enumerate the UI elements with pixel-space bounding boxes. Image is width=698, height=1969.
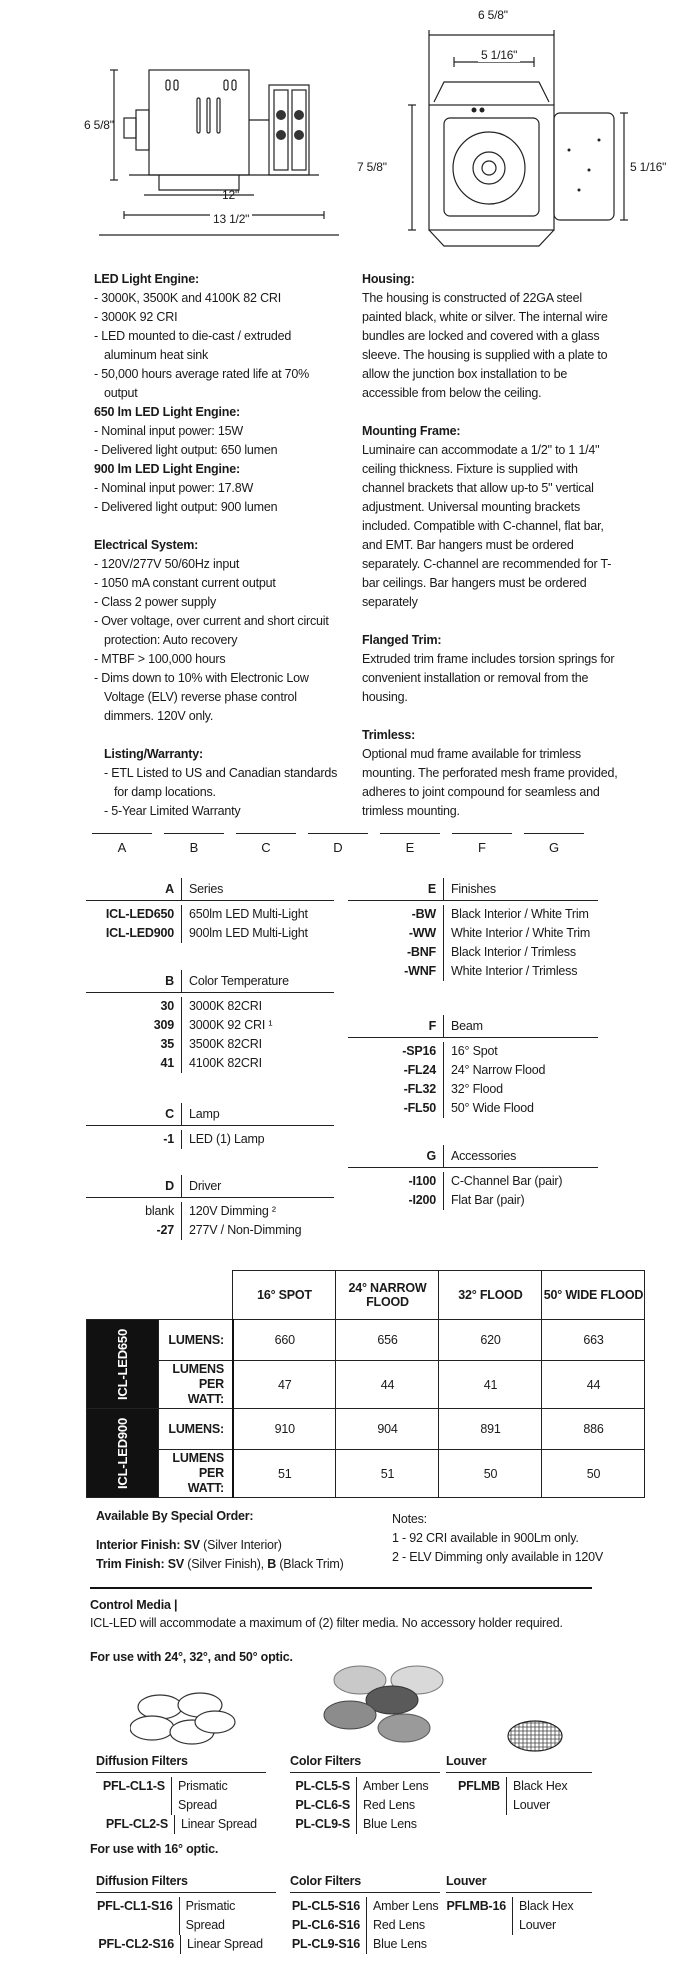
code: -FL50: [403, 1101, 436, 1115]
group-label: ICL-LED650: [114, 1328, 130, 1400]
table-row: [348, 1172, 598, 1191]
code: 309: [153, 1018, 174, 1032]
order-slot-c: [236, 833, 296, 834]
desc: 900lm LED Multi-Light: [181, 924, 308, 943]
desc: 120V Dimming ²: [181, 1202, 276, 1221]
table-row: [96, 1815, 266, 1834]
header-cell: 50° WIDE FLOOD: [542, 1271, 645, 1320]
mounting-title: Mounting Frame:: [362, 424, 461, 438]
group-title: Finishes: [443, 878, 496, 900]
list-item: - Nominal input power: 17.8W: [94, 481, 254, 495]
acc-title: Louver: [446, 1870, 592, 1893]
beam-group: [348, 1015, 598, 1118]
code: PL-CL5-S16: [291, 1899, 360, 1913]
table-row: [96, 1777, 266, 1815]
desc: Linear Spread: [180, 1935, 263, 1954]
table-row: [290, 1777, 440, 1796]
group-key: F: [428, 1019, 436, 1033]
list-item: - Over voltage, over current and short circuit protection: Auto recovery: [94, 614, 329, 647]
table-row: [348, 943, 598, 962]
cell: 51: [336, 1450, 439, 1498]
code: -I200: [408, 1193, 436, 1207]
cell: 620: [439, 1320, 542, 1361]
list-item: - Delivered light output: 900 lumen: [94, 500, 278, 514]
desc: Black Hex Louver: [512, 1897, 581, 1935]
dim-top-right-label: 5 1/16": [630, 160, 667, 174]
trimless-title: Trimless:: [362, 728, 416, 742]
code: PFL-CL2-S: [105, 1817, 168, 1831]
group-key: B: [165, 974, 174, 988]
list-item: - 1050 mA constant current output: [94, 576, 276, 590]
table-row: [87, 1320, 645, 1361]
housing-text: The housing is constructed of 22GA steel painted black, white or silver. The internal wire bundles are locked and covered with a glass sleeve. The housing is supplied with a plate to allow the junction box installation to be accessible from below the ceiling.: [362, 291, 608, 400]
group-title: Series: [181, 878, 223, 900]
code: -27: [156, 1223, 174, 1237]
table-row: [96, 1897, 276, 1935]
side-elevation-drawing: [84, 40, 354, 240]
desc: 50° Wide Flood: [443, 1099, 534, 1118]
diffusion-filters-2: [96, 1870, 276, 1954]
trim-label: Trim Finish:: [96, 1557, 165, 1571]
order-letter-e: E: [405, 840, 415, 855]
order-slot-e: [380, 833, 440, 834]
table-row: [86, 1202, 334, 1221]
cell: 44: [542, 1361, 645, 1409]
cell: 656: [336, 1320, 439, 1361]
notes-title: Notes:: [392, 1512, 427, 1526]
dim-top-height-label: 7 5/8": [357, 160, 387, 174]
desc: Blue Lens: [366, 1935, 427, 1954]
diffusion-filters-icon: [130, 1690, 240, 1750]
group-key: D: [165, 1179, 174, 1193]
desc: Amber Lens: [366, 1897, 438, 1916]
louver-1: [446, 1750, 592, 1815]
desc: Black Interior / Trimless: [443, 943, 576, 962]
list-item: - Class 2 power supply: [94, 595, 217, 609]
acc-title: Color Filters: [290, 1870, 440, 1893]
group-title: Beam: [443, 1015, 483, 1037]
specs-right: [362, 270, 620, 821]
divider: [90, 1587, 592, 1589]
control-media-text: ICL-LED will accommodate a maximum of (2) filter media. No accessory holder required.: [90, 1616, 563, 1630]
table-row: [87, 1361, 645, 1409]
code: PL-CL5-S: [295, 1779, 350, 1793]
group-title: Driver: [181, 1175, 221, 1197]
table-row: [87, 1450, 645, 1498]
cell: 50: [439, 1450, 542, 1498]
desc: 3000K 82CRI: [181, 997, 262, 1016]
desc: 32° Flood: [443, 1080, 503, 1099]
code: -WW: [408, 926, 436, 940]
table-row: [86, 924, 334, 943]
code: 30: [160, 999, 174, 1013]
row-label: LUMENS:: [158, 1320, 233, 1361]
desc: 4100K 82CRI: [181, 1054, 262, 1073]
specs-left: [94, 270, 344, 821]
control-media-title: Control Media |: [90, 1598, 178, 1612]
table-row: [86, 1054, 334, 1073]
color-filters-icon: [322, 1660, 452, 1750]
code: PFLMB: [457, 1779, 500, 1793]
accessories-group: [348, 1145, 598, 1210]
header-cell: 16° SPOT: [233, 1271, 336, 1320]
table-row: [348, 962, 598, 981]
desc: Blue Lens: [356, 1815, 417, 1834]
code: -1: [163, 1132, 174, 1146]
code: PL-CL9-S: [295, 1817, 350, 1831]
trim-desc: (Silver Finish),: [187, 1557, 264, 1571]
table-row: [290, 1916, 440, 1935]
interior-code: SV: [183, 1538, 200, 1552]
code: PFL-CL2-S16: [98, 1937, 174, 1951]
list-item: - ETL Listed to US and Canadian standards for damp locations.: [104, 766, 338, 799]
acc-title: Color Filters: [290, 1750, 440, 1773]
color-filters-2: [290, 1870, 440, 1954]
table-row: [348, 1042, 598, 1061]
table-row: [348, 1191, 598, 1210]
code: PL-CL6-S: [295, 1798, 350, 1812]
flanged-text: Extruded trim frame includes torsion springs for convenient installation or removal from the housing.: [362, 652, 615, 704]
engine-650-title: 650 lm LED Light Engine:: [94, 405, 240, 419]
row-label: LUMENS PER WATT:: [158, 1450, 233, 1498]
code: PFL-CL1-S: [102, 1779, 165, 1793]
code: -FL32: [403, 1082, 436, 1096]
table-row: [86, 1035, 334, 1054]
dim-length-inner-label: 12": [222, 188, 240, 202]
code: blank: [145, 1204, 174, 1218]
list-item: - Delivered light output: 650 lumen: [94, 443, 278, 457]
mounting-text: Luminaire can accommodate a 1/2" to 1 1/4" ceiling thickness. Fixture is supplied with channel brackets that allow up-to 5" vertical adjustment. Universal mounting brackets included. Compatible with C-channel, flat bar, and EMT. Bar hangers must be ordered separately. C-channel are recommended for T-bar ceilings. Bar hangers must be ordered separately: [362, 443, 612, 609]
code: -I100: [408, 1174, 436, 1188]
use-with-16-label: For use with 16° optic.: [90, 1842, 219, 1856]
order-letter-a: A: [117, 840, 127, 855]
acc-title: Diffusion Filters: [96, 1870, 276, 1893]
special-order: [96, 1507, 376, 1574]
desc: LED (1) Lamp: [181, 1130, 264, 1149]
table-row: [446, 1777, 592, 1815]
code: 35: [160, 1037, 174, 1051]
group-key: E: [427, 882, 436, 896]
table-row: [348, 1099, 598, 1118]
lamp-group: [86, 1103, 334, 1149]
control-media: [90, 1596, 610, 1666]
desc: 3000K 92 CRI ¹: [181, 1016, 272, 1035]
dim-height-label: 6 5/8": [84, 118, 114, 132]
table-row: [86, 905, 334, 924]
list-item: - MTBF > 100,000 hours: [94, 652, 226, 666]
trim-code: B: [267, 1557, 277, 1571]
cell: 886: [542, 1409, 645, 1450]
table-row: [86, 1016, 334, 1035]
code: -WNF: [404, 964, 436, 978]
group-title: Color Temperature: [181, 970, 289, 992]
table-row: [290, 1796, 440, 1815]
code: ICL-LED650: [105, 907, 174, 921]
desc: Amber Lens: [356, 1777, 428, 1796]
desc: Red Lens: [356, 1796, 415, 1815]
list-item: - Nominal input power: 15W: [94, 424, 244, 438]
code: 41: [160, 1056, 174, 1070]
list-item: - 3000K, 3500K and 4100K 82 CRI: [94, 291, 281, 305]
desc: 3500K 82CRI: [181, 1035, 262, 1054]
cell: 51: [233, 1450, 336, 1498]
code: -SP16: [402, 1044, 436, 1058]
table-row: [86, 1130, 334, 1149]
order-letter-b: B: [189, 840, 199, 855]
desc: Prismatic Spread: [179, 1897, 276, 1935]
table-row: [446, 1897, 592, 1935]
group-title: Lamp: [181, 1103, 219, 1125]
table-row: [290, 1897, 440, 1916]
cell: 50: [542, 1450, 645, 1498]
group-label: ICL-LED900: [114, 1417, 130, 1489]
trimless-text: Optional mud frame available for trimless mounting. The perforated mesh frame provided, adheres to joint compound for seamless and trimless mounting.: [362, 747, 618, 818]
use-with-label: For use with 24°, 32°, and 50° optic.: [90, 1650, 293, 1664]
desc: Black Hex Louver: [506, 1777, 575, 1815]
finishes-group: [348, 878, 598, 981]
table-row: [96, 1935, 276, 1954]
listing-title: Listing/Warranty:: [104, 747, 203, 761]
cell: 44: [336, 1361, 439, 1409]
note-1: 1 - 92 CRI available in 900Lm only.: [392, 1531, 579, 1545]
list-item: - LED mounted to die-cast / extruded aluminum heat sink: [94, 329, 292, 362]
desc: Linear Spread: [174, 1815, 257, 1834]
list-item: - Dims down to 10% with Electronic Low Voltage (ELV) reverse phase control dimmers. 120V only.: [94, 671, 309, 723]
engine-900-title: 900 lm LED Light Engine:: [94, 462, 240, 476]
code: -BNF: [406, 945, 436, 959]
row-label: LUMENS:: [158, 1409, 233, 1450]
driver-group: [86, 1175, 334, 1240]
electrical-title: Electrical System:: [94, 538, 199, 552]
dim-top-width-label: 6 5/8": [478, 8, 508, 22]
table-row: [348, 924, 598, 943]
acc-title: Diffusion Filters: [96, 1750, 266, 1773]
desc: 277V / Non-Dimming: [181, 1221, 301, 1240]
interior-label: Interior Finish:: [96, 1538, 181, 1552]
table-row: [87, 1409, 645, 1450]
housing-title: Housing:: [362, 272, 415, 286]
order-letter-f: F: [478, 840, 486, 855]
louver-2: [446, 1870, 592, 1935]
header-cell: 24° NARROW FLOOD: [336, 1271, 439, 1320]
group-title: Accessories: [443, 1145, 516, 1167]
code: ICL-LED900: [105, 926, 174, 940]
order-slot-f: [452, 833, 512, 834]
row-label: LUMENS PER WATT:: [158, 1361, 233, 1409]
cell: 663: [542, 1320, 645, 1361]
table-row: [290, 1815, 440, 1834]
desc: White Interior / Trimless: [443, 962, 577, 981]
desc: 650lm LED Multi-Light: [181, 905, 308, 924]
group-key: G: [426, 1149, 436, 1163]
desc: Prismatic Spread: [171, 1777, 266, 1815]
list-item: - 5-Year Limited Warranty: [104, 804, 241, 818]
header-cell: 32° FLOOD: [439, 1271, 542, 1320]
group-key: C: [165, 1107, 174, 1121]
dim-top-inner-label: 5 1/16": [478, 48, 520, 62]
table-row: [348, 905, 598, 924]
list-item: - 50,000 hours average rated life at 70% output: [94, 367, 310, 400]
special-order-title: Available By Special Order:: [96, 1509, 254, 1523]
table-row: [348, 1080, 598, 1099]
group-key: A: [165, 882, 174, 896]
trim-desc: (Black Trim): [279, 1557, 344, 1571]
table-row: [348, 1061, 598, 1080]
cell: 891: [439, 1409, 542, 1450]
order-slot-b: [164, 833, 224, 834]
desc: Flat Bar (pair): [443, 1191, 524, 1210]
code: PFL-CL1-S16: [97, 1899, 173, 1913]
cell: 660: [233, 1320, 336, 1361]
code: -FL24: [403, 1063, 436, 1077]
order-letter-d: D: [333, 840, 343, 855]
led-engine-title: LED Light Engine:: [94, 272, 199, 286]
color-filters-1: [290, 1750, 440, 1834]
code: -BW: [411, 907, 436, 921]
cell: 910: [233, 1409, 336, 1450]
desc: White Interior / White Trim: [443, 924, 590, 943]
desc: C-Channel Bar (pair): [443, 1172, 562, 1191]
desc: 24° Narrow Flood: [443, 1061, 545, 1080]
interior-desc: (Silver Interior): [203, 1538, 282, 1552]
lumens-table: [86, 1270, 645, 1498]
list-item: - 3000K 92 CRI: [94, 310, 178, 324]
color-temperature-group: [86, 970, 334, 1073]
dim-length-outer-label: 13 1/2": [210, 212, 252, 226]
order-letter-c: C: [261, 840, 271, 855]
trim-code: SV: [167, 1557, 184, 1571]
cell: 904: [336, 1409, 439, 1450]
series-group: [86, 878, 334, 943]
order-slot-g: [524, 833, 584, 834]
table-row: [86, 997, 334, 1016]
order-slot-a: [92, 833, 152, 834]
notes: [392, 1510, 632, 1567]
acc-title: Louver: [446, 1750, 592, 1773]
desc: Black Interior / White Trim: [443, 905, 589, 924]
table-row: [290, 1935, 440, 1954]
table-row: [86, 1221, 334, 1240]
code: PL-CL9-S16: [291, 1937, 360, 1951]
note-2: 2 - ELV Dimming only available in 120V: [392, 1550, 604, 1564]
cell: 47: [233, 1361, 336, 1409]
order-letter-g: G: [548, 840, 560, 855]
code: PFLMB-16: [446, 1899, 506, 1913]
diffusion-filters-1: [96, 1750, 266, 1834]
flanged-title: Flanged Trim:: [362, 633, 442, 647]
desc: Red Lens: [366, 1916, 425, 1935]
desc: 16° Spot: [443, 1042, 498, 1061]
list-item: - 120V/277V 50/60Hz input: [94, 557, 240, 571]
code: PL-CL6-S16: [291, 1918, 360, 1932]
cell: 41: [439, 1361, 542, 1409]
order-slot-d: [308, 833, 368, 834]
